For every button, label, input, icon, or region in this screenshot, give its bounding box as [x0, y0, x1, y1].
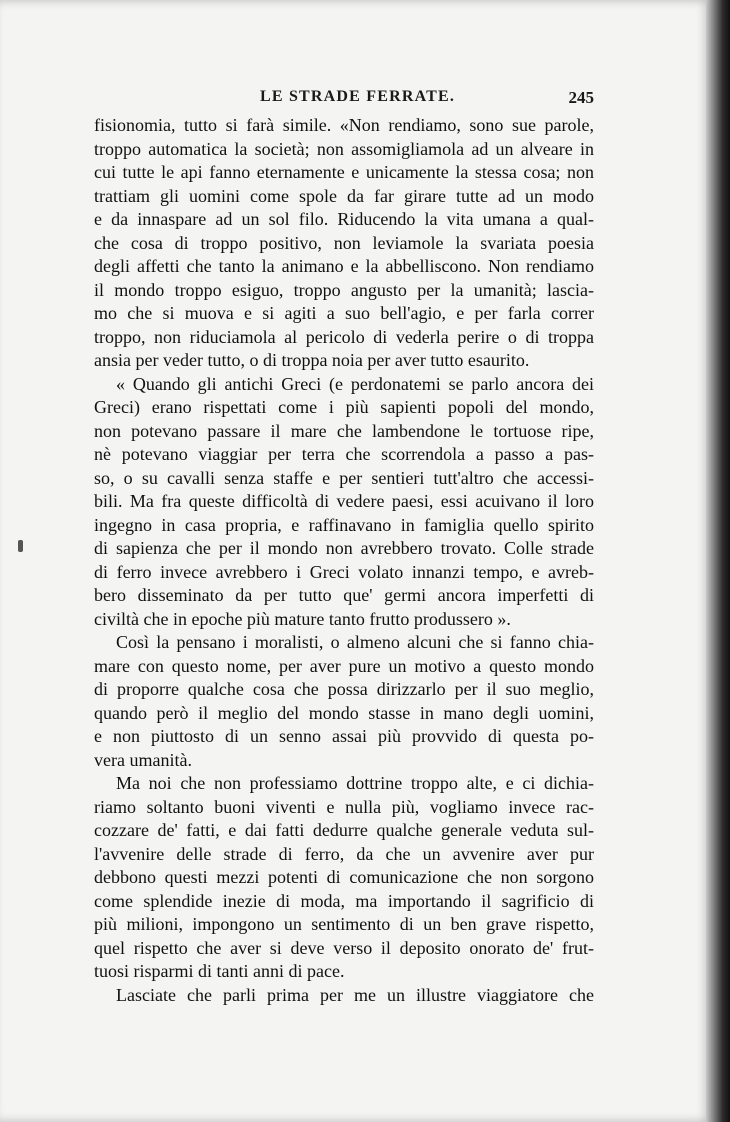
text-line: di ferro invece avrebbero i Greci volato innanzi tempo, e avreb- — [94, 561, 594, 582]
page-number: 245 — [568, 88, 594, 107]
text-line: troppo automatica la società; non assomigliamola ad un alveare in — [94, 138, 594, 159]
text-line: Così la pensano i moralisti, o almeno alcuni che si fanno chia- — [116, 632, 594, 652]
text-line: trattiam gli uomini come spole da far girare tutte ad un modo — [94, 185, 594, 206]
text-line: quando però il meglio del mondo stasse in mano degli uomini, — [94, 702, 594, 723]
text-line: quel rispetto che aver si deve verso il deposito onorato de' frut- — [94, 937, 594, 958]
text-line: come splendide inezie di moda, ma importando il sagrificio di — [94, 890, 594, 911]
body-text — [94, 114, 594, 1007]
text-line: il mondo troppo esiguo, troppo angusto per la umanità; lascia- — [94, 279, 594, 300]
text-line: civiltà che in epoche più mature tanto frutto produssero ». — [94, 608, 511, 629]
text-line: mare con questo nome, per aver pure un motivo a questo mondo — [94, 655, 594, 676]
page-blemish — [18, 540, 23, 552]
text-line: nè potevano viaggiar per terra che scorrendola a passo a pas- — [94, 444, 594, 464]
text-line: tuosi risparmi di tanti anni di pace. — [94, 961, 345, 981]
text-line: fisionomia, tutto si farà simile. «Non rendiamo, sono sue parole, — [94, 115, 594, 135]
text-line: cozzare de' fatti, e dai fatti dedurre qualche generale veduta sul- — [94, 820, 594, 840]
text-line: che cosa di troppo positivo, non leviamole la svariata poesia — [94, 232, 594, 253]
text-line: l'avvenire delle strade di ferro, da che un avvenire aver pur — [94, 843, 594, 864]
text-line: ansia per veder tutto, o di troppa noia per aver tutto esaurito. — [94, 350, 530, 370]
text-line: di proporre qualche cosa che possa dirizzarlo per il suo meglio, — [94, 679, 594, 699]
text-line: « Quando gli antichi Greci (e perdonatemi se parlo ancora dei — [116, 373, 594, 394]
running-header — [94, 88, 594, 112]
text-line: cui tutte le api fanno eternamente e unicamente la stessa cosa; non — [94, 162, 594, 182]
text-line: mo che si muova e si agiti a suo bell'agio, e per farla correr — [94, 303, 594, 323]
text-line: non potevano passare il mare che lambendone le tortuose ripe, — [94, 420, 594, 441]
text-line: di sapienza che per il mondo non avrebbero trovato. Colle strade — [94, 538, 594, 558]
text-line: vera umanità. — [94, 749, 192, 770]
text-line: Greci) erano rispettati come i più sapienti popoli del mondo, — [94, 397, 594, 417]
text-line: degli affetti che tanto la animano e la abbelliscono. Non rendiamo — [94, 256, 594, 276]
text-line: bili. Ma fra queste difficoltà di vedere paesi, essi acuivano il loro — [94, 491, 594, 511]
text-line: debbono questi mezzi potenti di comunicazione che non sorgono — [94, 867, 594, 887]
text-line: e non piuttosto di un senno assai più provvido di questa po- — [94, 726, 594, 746]
text-line: troppo, non riduciamola al pericolo di vederla perire o di troppa — [94, 326, 594, 347]
text-line: e da innaspare ad un sol filo. Riducendo la vita umana a qual- — [94, 209, 594, 229]
text-line: riamo soltanto buoni viventi e nulla più, vogliamo invece rac- — [94, 796, 594, 817]
text-line: Ma noi che non professiamo dottrine troppo alte, e ci dichia- — [116, 773, 594, 793]
text-line: ingegno in casa propria, e raffinavano in famiglia quello spirito — [94, 514, 594, 535]
running-title: LE STRADE FERRATE. — [260, 88, 456, 105]
text-line: Lasciate che parli prima per me un illustre viaggiatore che — [116, 984, 594, 1005]
text-line: bero disseminato da per tutto que' germi ancora imperfetti di — [94, 585, 594, 605]
text-line: so, o su cavalli senza staffe e per sentieri tutt'altro che accessi- — [94, 467, 594, 488]
text-line: più milioni, impongono un sentimento di un ben grave rispetto, — [94, 914, 594, 934]
book-spine-shadow — [706, 0, 730, 1122]
